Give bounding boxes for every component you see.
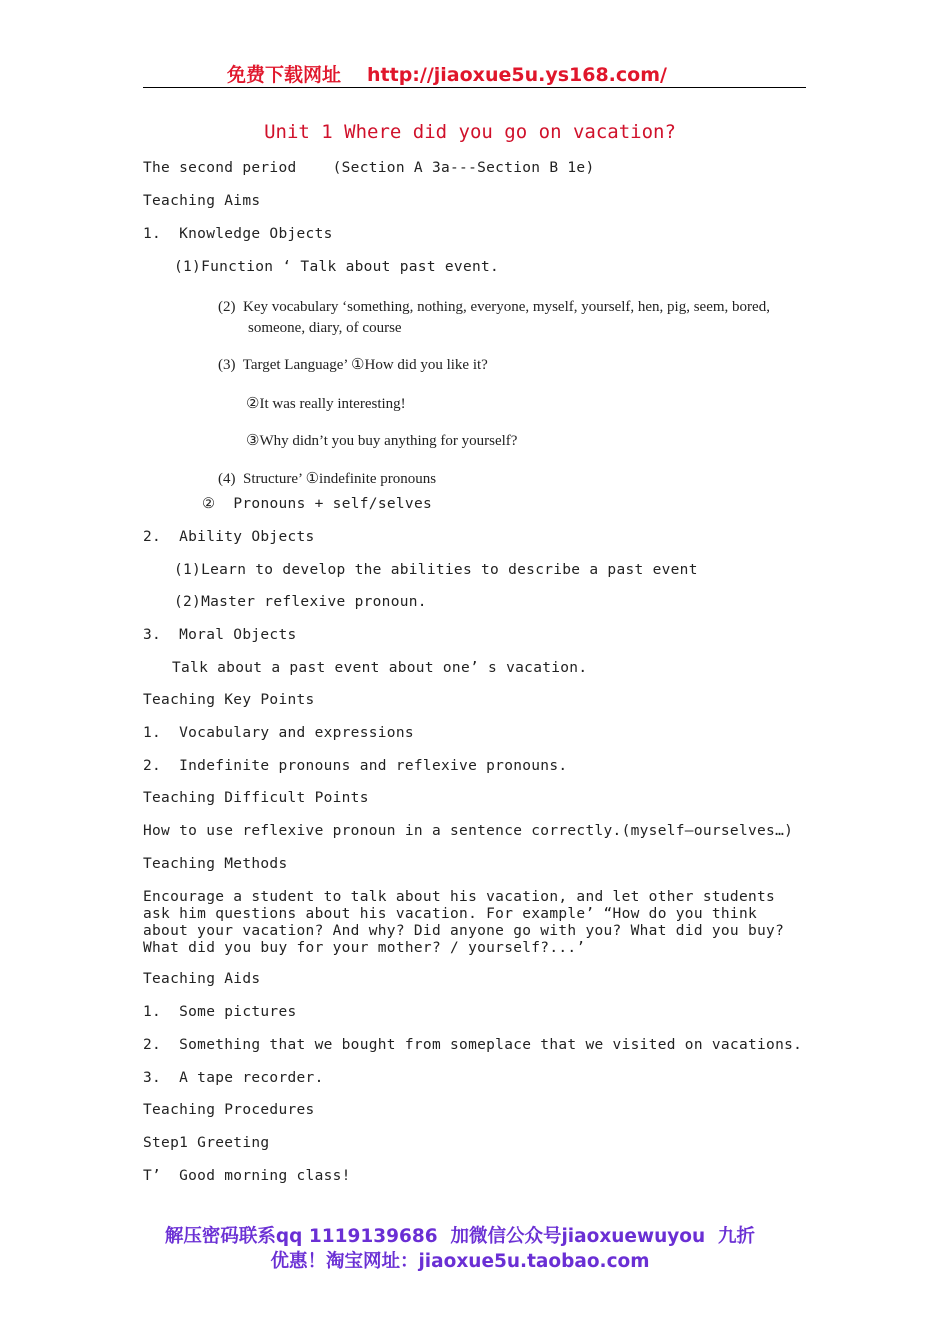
target-language-sentence-2: ②It was really interesting! xyxy=(246,396,406,412)
header-url-link[interactable]: http://jiaoxue5u.ys168.com/ xyxy=(367,64,667,86)
step1-heading: Step1 Greeting xyxy=(143,1135,270,1151)
methods-heading: Teaching Methods xyxy=(143,856,288,872)
teaching-aims-heading: Teaching Aims xyxy=(143,193,261,209)
structure-item: (4) Structure’ ①indefinite pronouns xyxy=(218,471,437,487)
aids-heading: Teaching Aids xyxy=(143,971,261,987)
page-title: Unit 1 Where did you go on vacation? xyxy=(264,121,676,143)
target-language-item: (3) Target Language’ ①How did you like it? xyxy=(218,357,488,373)
footer-line-2: 优惠！淘宝网址：jiaoxue5u.taobao.com xyxy=(270,1251,650,1272)
vocabulary-item-continued: someone, diary, of course xyxy=(248,320,402,336)
key-points-heading: Teaching Key Points xyxy=(143,692,315,708)
aid-item-2: 2. Something that we bought from someplace that we visited on vacations. xyxy=(143,1037,803,1053)
key-point-2: 2. Indefinite pronouns and reflexive pronouns. xyxy=(143,758,568,774)
structure-sub-item: ② Pronouns + self/selves xyxy=(202,496,433,512)
difficult-points-heading: Teaching Difficult Points xyxy=(143,790,369,806)
ability-item-1: (1)Learn to develop the abilities to describe a past event xyxy=(174,562,698,578)
ability-item-2: (2)Master reflexive pronoun. xyxy=(174,594,427,610)
procedures-heading: Teaching Procedures xyxy=(143,1102,315,1118)
aid-item-3: 3. A tape recorder. xyxy=(143,1070,324,1086)
footer-line-1: 解压密码联系qq 1119139686 加微信公众号jiaoxuewuyou 九折 xyxy=(164,1226,756,1247)
teacher-line: T’ Good morning class! xyxy=(143,1168,351,1184)
moral-objects-heading: 3. Moral Objects xyxy=(143,627,297,643)
moral-objects-text: Talk about a past event about one’ s vacation. xyxy=(172,660,588,676)
methods-paragraph: Encourage a student to talk about his vacation, and let other students ask him questions about his vacation. For example’ “How do you think about your vacation? And why? Did anyone go with you? What did you buy? What did you buy for your mother? / yourself?...’ xyxy=(143,889,785,956)
period-line: The second period (Section A 3a---Section B 1e) xyxy=(143,160,595,176)
header-label: 免费下载网址 xyxy=(227,64,342,86)
aid-item-1: 1. Some pictures xyxy=(143,1004,297,1020)
key-point-1: 1. Vocabulary and expressions xyxy=(143,725,414,741)
target-language-sentence-3: ③Why didn’t you buy anything for yourself? xyxy=(246,433,518,449)
header-banner xyxy=(227,60,667,87)
function-item: (1)Function ‘ Talk about past event. xyxy=(174,259,500,275)
difficult-points-text: How to use reflexive pronoun in a sentence correctly.(myself—ourselves…) xyxy=(143,823,794,839)
ability-objects-heading: 2. Ability Objects xyxy=(143,529,315,545)
knowledge-objects-heading: 1. Knowledge Objects xyxy=(143,226,333,242)
page-header xyxy=(143,58,806,88)
vocabulary-item: (2) Key vocabulary ‘something, nothing, everyone, myself, yourself, hen, pig, seem, bored, xyxy=(218,299,770,315)
